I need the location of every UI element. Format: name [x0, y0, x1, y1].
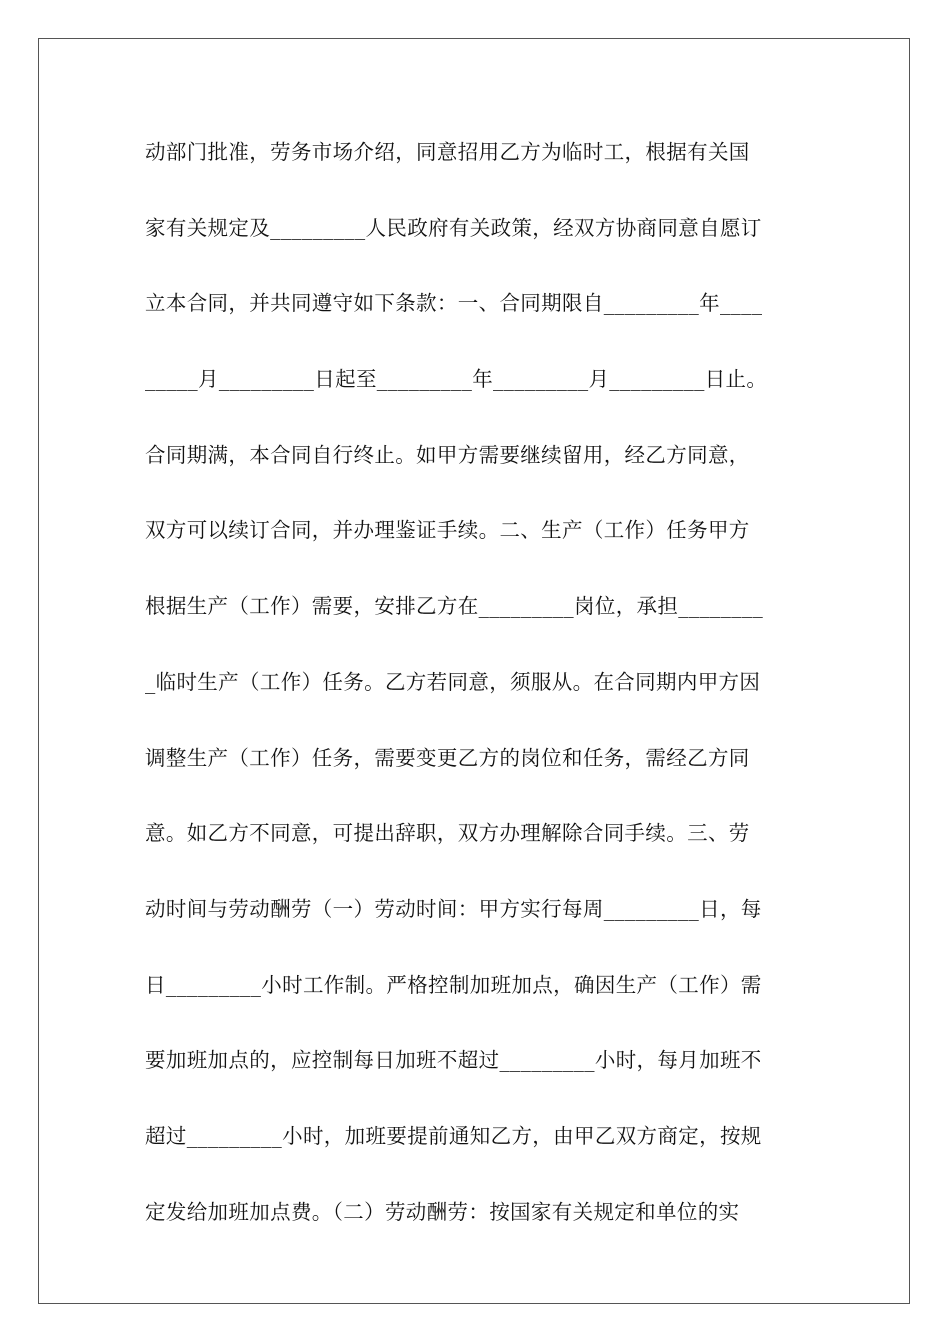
text-line: 定发给加班加点费。（二）劳动酬劳：按国家有关规定和单位的实: [145, 1199, 740, 1224]
text-line: 调整生产（工作）任务，需要变更乙方的岗位和任务，需经乙方同: [145, 745, 750, 770]
text-line: 双方可以续订合同，并办理鉴证手续。二、生产（工作）任务甲方: [145, 518, 750, 543]
text-line: 日_________小时工作制。严格控制加班加点，确因生产（工作）需: [145, 972, 762, 997]
text-line: 根据生产（工作）需要，安排乙方在_________岗位，承担________: [145, 594, 764, 619]
text-line: 意。如乙方不同意，可提出辞职，双方办理解除合同手续。三、劳: [145, 821, 750, 846]
text-line: 超过_________小时，加班要提前通知乙方，由甲乙双方商定，按规: [145, 1123, 762, 1148]
text-line: 立本合同，并共同遵守如下条款：一、合同期限自_________年____: [145, 291, 763, 316]
text-line: 合同期满，本合同自行终止。如甲方需要继续留用，经乙方同意，: [145, 442, 750, 467]
text-line: 家有关规定及_________人民政府有关政策，经双方协商同意自愿订: [145, 215, 762, 240]
text-line: 动部门批准，劳务市场介绍，同意招用乙方为临时工，根据有关国: [145, 140, 750, 164]
text-line: _____月_________日起至_________年_________月_________日止。: [145, 367, 768, 392]
text-line: 要加班加点的，应控制每日加班不超过_________小时，每月加班不: [145, 1048, 762, 1073]
text-line: 动时间与劳动酬劳（一）劳动时间：甲方实行每周_________日，每: [145, 896, 762, 921]
contract-text-body: [145, 131, 805, 1266]
text-line: _临时生产（工作）任务。乙方若同意，须服从。在合同期内甲方因: [145, 669, 761, 694]
